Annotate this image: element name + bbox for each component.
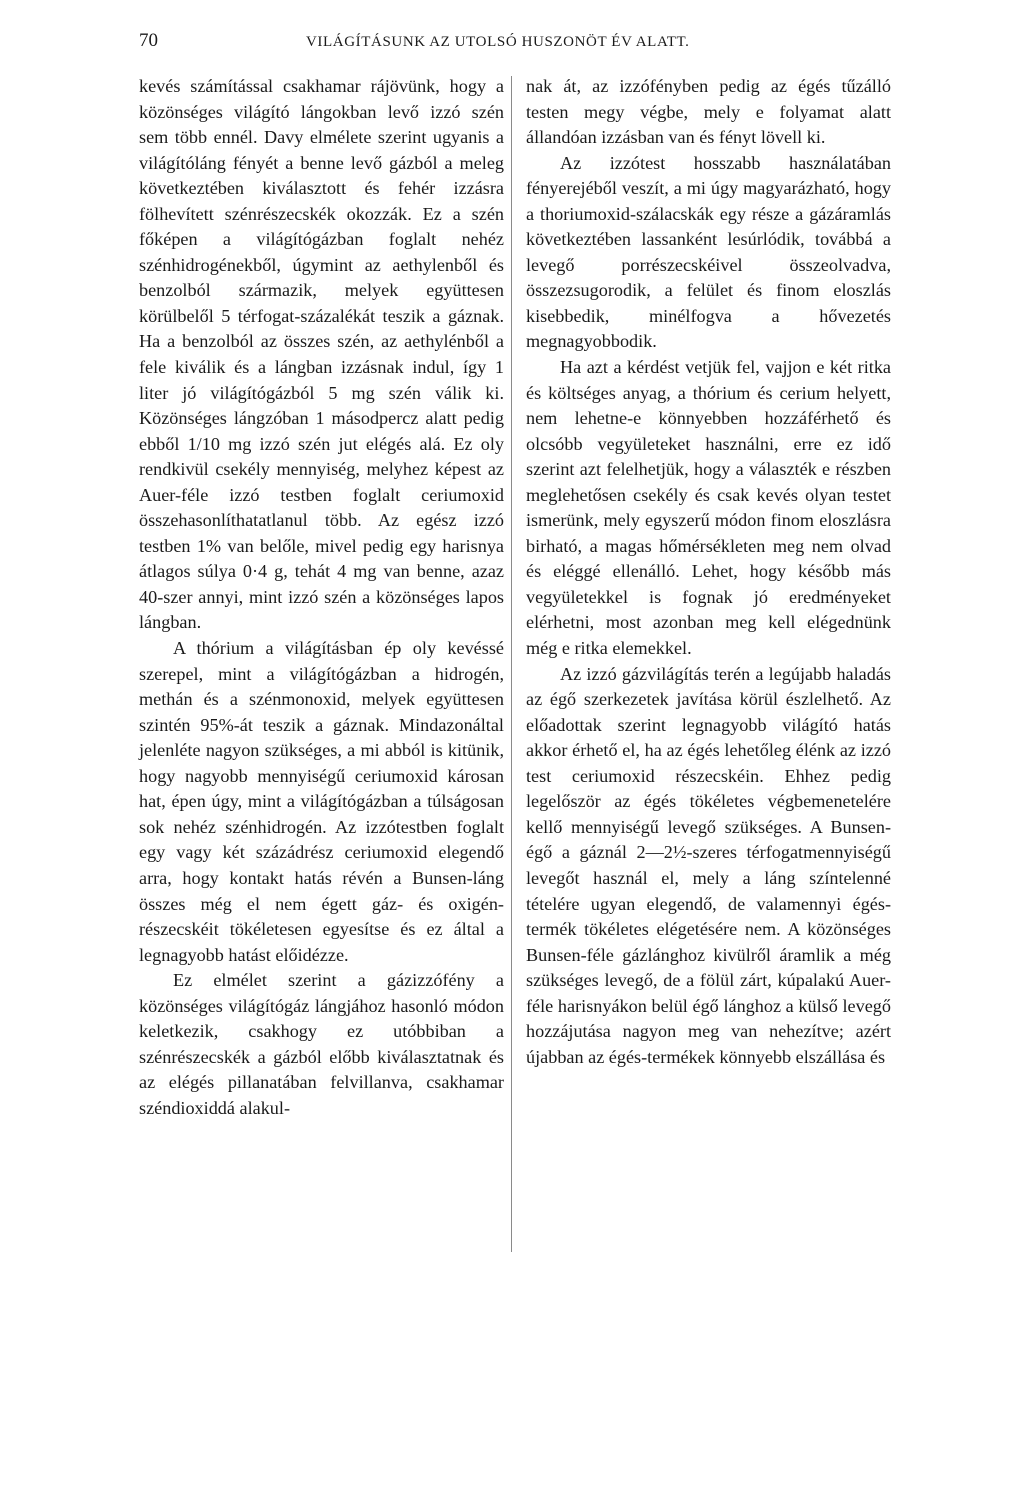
paragraph: Az izzó gázvilágítás terén a legújabb haladás az égő szerkezetek javítása körül észlelhető. Az előadottak szerint legnagyobb világító hatás akkor érhető el, ha az égés lehetőleg élénk az izzó test ceriumoxid részecskéin. Ehhez pedig legelőször az égés tökéletes végbemenetelére kellő mennyiségű levegő szükséges. A Bunsen-égő a gáznál 2—2½-szeres térfogatmennyiségű levegőt használ el, mely a láng színtelenné tételére ugyan elegendő, de valamennyi égés-termék tökéletes elégetésére nem. A közönséges Bunsen-féle gázlánghoz kivülről áramlik a még szükséges levegő, de a fölül zárt, kúpalakú Auer-féle harisnyákon belül égő lánghoz a külső levegő hozzájutása nagyon meg van nehezítve; azért újabban az égés-termékek könnyebb elszállása és [526,663,891,1067]
page-number: 70 [139,30,158,51]
left-column [139,74,504,1121]
paragraph: kevés számítással csakhamar rájövünk, hogy a közönséges világító lángokban levő izzó szén sem több ennél. Davy elmélete szerint ugyanis a világítóláng fényét a benne levő gázból a meleg következtében kiválasztott és fehér izzásra fölhevített szénrészecskék okozzák. Ez a szén főképen a világítógázban foglalt nehéz szénhidrogénekből, úgymint az aethylenből és benzolból származik, melyek együttesen körülbelől 5 térfogat-százalékát teszik a gáznak. Ha a benzolból az összes szén, az aethylénből a fele kiválik és a lángban izzásnak indul, így 1 liter jó világítógázból 5 mg szén válik ki. Közönséges lángzóban 1 másodpercz alatt pedig ebből 1/10 mg izzó szén jut elégés alá. Ez oly rendkivül csekély mennyiség, melyhez képest az Auer-féle izzó testben foglalt ceriumoxid összehasonlíthatatlanul több. Az egész izzó testben 1% van belőle, mivel pedig egy harisnya átlagos súlya 0·4 g, tehát 4 mg van benne, azaz 40-szer annyi, mint izzó szén a közönséges lapos lángban. [139,76,504,633]
paragraph: Ha azt a kérdést vetjük fel, vajjon e két ritka és költséges anyag, a thórium és cerium helyett, nem lehetne-e könnyebben hozzáférhető és olcsóbb vegyületeket használni, erre ez idő szerint azt felelhetjük, hogy a választék e részben meglehetősen csekély és csak kevés olyan testet ismerünk, mely egyszerű módon finom eloszlásra birható, a magas hőmérsékleten meg nem olvad és eléggé ellenálló. Lehet, hogy később más vegyületekkel is fognak jó eredményeket elérhetni, most azonban meg kell elégednünk még e ritka elemekkel. [526,357,891,659]
right-column [526,74,891,1070]
paragraph: A thórium a világításban ép oly kevéssé szerepel, mint a világítógázban a hidrogén, methán és a szénmonoxid, melyek együttesen szintén 95%-át teszik a gáznak. Mindazonáltal jelenléte nagyon szükséges, a mi abból is kitünik, hogy nagyobb mennyiségű ceriumoxid károsan hat, épen úgy, mint a világítógázban a túlságosan sok nehéz szénhidrogén. Az izzótestben foglalt egy vagy két százádrész ceriumoxid elegendő arra, hogy kontakt hatás révén a Bunsen-láng összes még el nem égett gáz- és oxigén-részecskéit tökéletesen egyesítse és ez által a legnagyobb hatást előidézze. [139,638,504,965]
column-divider [511,76,512,1252]
paragraph: Ez elmélet szerint a gázizzófény a közönséges világítógáz lángjához hasonló módon keletkezik, csakhogy ez utóbbiban a szénrészecskék a gázból előbb kiválasztatnak és az elégés pillanatában felvillanva, csakhamar széndioxiddá alakul- [139,970,504,1118]
running-title: VILÁGÍTÁSUNK AZ UTOLSÓ HUSZONÖT ÉV ALATT. [306,34,690,50]
paragraph: Az izzótest hosszabb használatában fényerejéből veszít, a mi úgy magyarázható, hogy a thoriumoxid-szálacskák egy része a gázáramlás következtében lassanként lesúrlódik, továbbá a levegő porrészecskéivel összeolvadva, összezsugorodik, a felület és finom eloszlás kisebbedik, minélfogva a hővezetés megnagyobbodik. [526,152,891,352]
paragraph: nak át, az izzófényben pedig az égés tűzálló testen megy végbe, mely e folyamat alatt állandóan izzásban van és fényt lövell ki. [526,76,891,148]
